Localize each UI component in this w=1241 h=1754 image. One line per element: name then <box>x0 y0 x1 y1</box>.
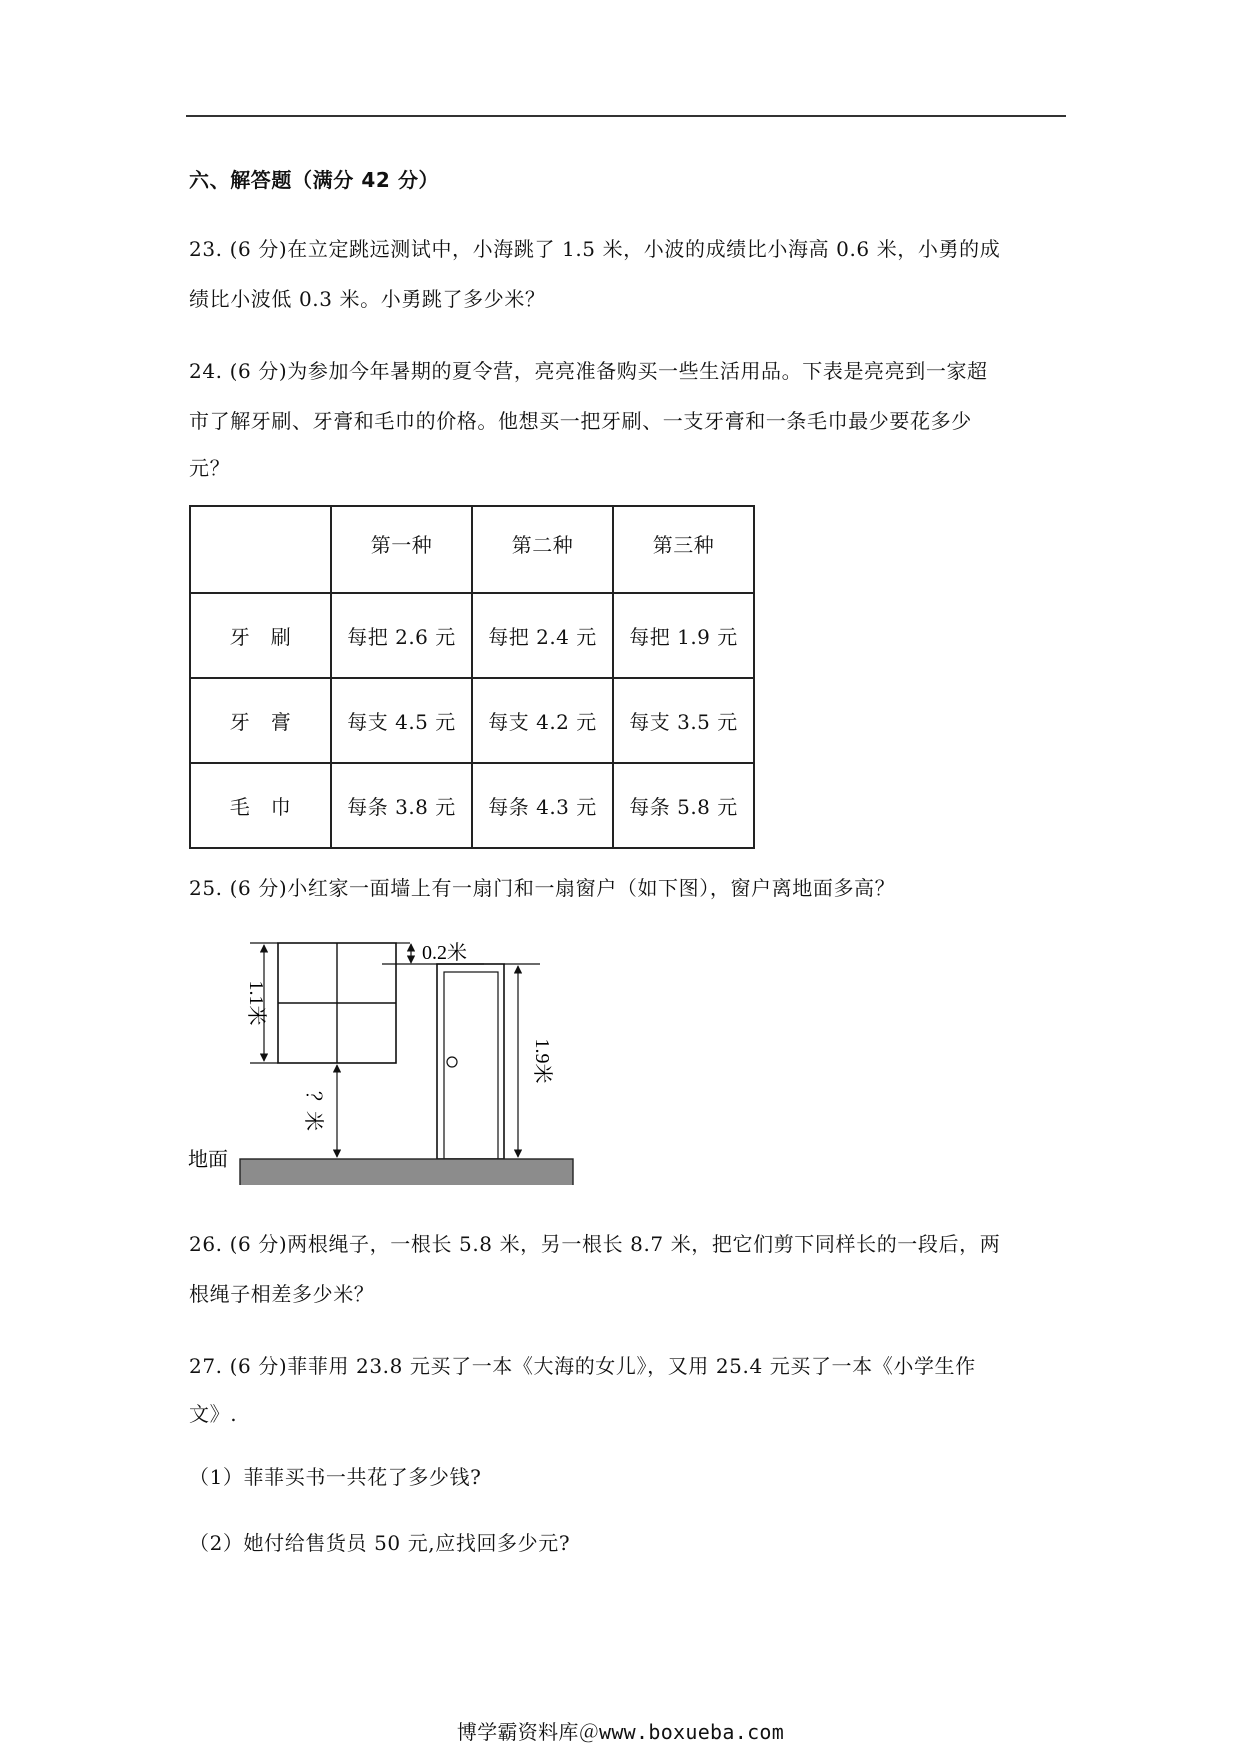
table-cell: 每支 4.2 元 <box>472 678 613 763</box>
table-header-cell: 第二种 <box>472 506 613 593</box>
price-table <box>189 505 755 849</box>
section-title: 六、解答题（满分 42 分） <box>189 168 440 192</box>
table-cell: 每把 2.6 元 <box>331 593 472 678</box>
q27-sub-1: （1）菲菲买书一共花了多少钱? <box>189 1465 482 1489</box>
table-cell: 每支 3.5 元 <box>613 678 754 763</box>
table-row-label: 毛 巾 <box>190 763 331 848</box>
q26-line-1: 26. (6 分)两根绳子，一根长 5.8 米，另一根长 8.7 米，把它们剪下同样长的一段后，两 <box>189 1232 1001 1256</box>
header-rule <box>186 115 1066 117</box>
table-row-label: 牙 膏 <box>190 678 331 763</box>
table-cell: 每条 4.3 元 <box>472 763 613 848</box>
table-header-row <box>190 506 754 593</box>
q27-sub-2: （2）她付给售货员 50 元,应找回多少元? <box>189 1531 571 1555</box>
table-header-cell: 第一种 <box>331 506 472 593</box>
table-header-cell <box>190 506 331 593</box>
table-cell: 每条 5.8 元 <box>613 763 754 848</box>
unknown-height-label: ？米 <box>302 1091 324 1131</box>
door-knob-icon <box>447 1057 457 1067</box>
ground <box>240 1159 573 1185</box>
q23-line-1: 23. (6 分)在立定跳远测试中，小海跳了 1.5 米，小波的成绩比小海高 0.6 米，小勇的成 <box>189 237 1001 261</box>
ground-label: 地面 <box>188 1147 228 1171</box>
table-cell: 每支 4.5 元 <box>331 678 472 763</box>
table-header-cell: 第三种 <box>613 506 754 593</box>
door-height-label: 1.9米 <box>531 1038 553 1084</box>
window <box>278 943 396 1063</box>
q25-line-1: 25. (6 分)小红家一面墙上有一扇门和一扇窗户（如下图），窗户离地面多高？ <box>189 876 896 900</box>
q27-line-2: 文》. <box>189 1402 238 1426</box>
gap-label: 0.2米 <box>422 942 467 964</box>
q23-line-2: 绩比小波低 0.3 米。小勇跳了多少米？ <box>189 287 546 311</box>
footer-watermark: 博学霸资料库＠www.boxueba.com <box>456 1720 785 1744</box>
q27-line-1: 27. (6 分)菲菲用 23.8 元买了一本《大海的女儿》，又用 25.4 元买了一本《小学生作 <box>189 1354 976 1378</box>
table-row <box>190 763 754 848</box>
table-cell: 每把 1.9 元 <box>613 593 754 678</box>
q24-line-2: 市了解牙刷、牙膏和毛巾的价格。他想买一把牙刷、一支牙膏和一条毛巾最少要花多少 <box>189 409 972 433</box>
q24-line-1: 24. (6 分)为参加今年暑期的夏令营，亮亮准备购买一些生活用品。下表是亮亮到一家超 <box>189 359 988 383</box>
table-cell: 每把 2.4 元 <box>472 593 613 678</box>
wall-figure <box>180 925 600 1185</box>
q26-line-2: 根绳子相差多少米？ <box>189 1282 375 1306</box>
table-row-label: 牙 刷 <box>190 593 331 678</box>
table-row <box>190 678 754 763</box>
q24-line-3: 元？ <box>189 456 231 480</box>
table-cell: 每条 3.8 元 <box>331 763 472 848</box>
door <box>437 964 504 1159</box>
window-height-label: 1.1米 <box>245 980 267 1026</box>
table-row <box>190 593 754 678</box>
